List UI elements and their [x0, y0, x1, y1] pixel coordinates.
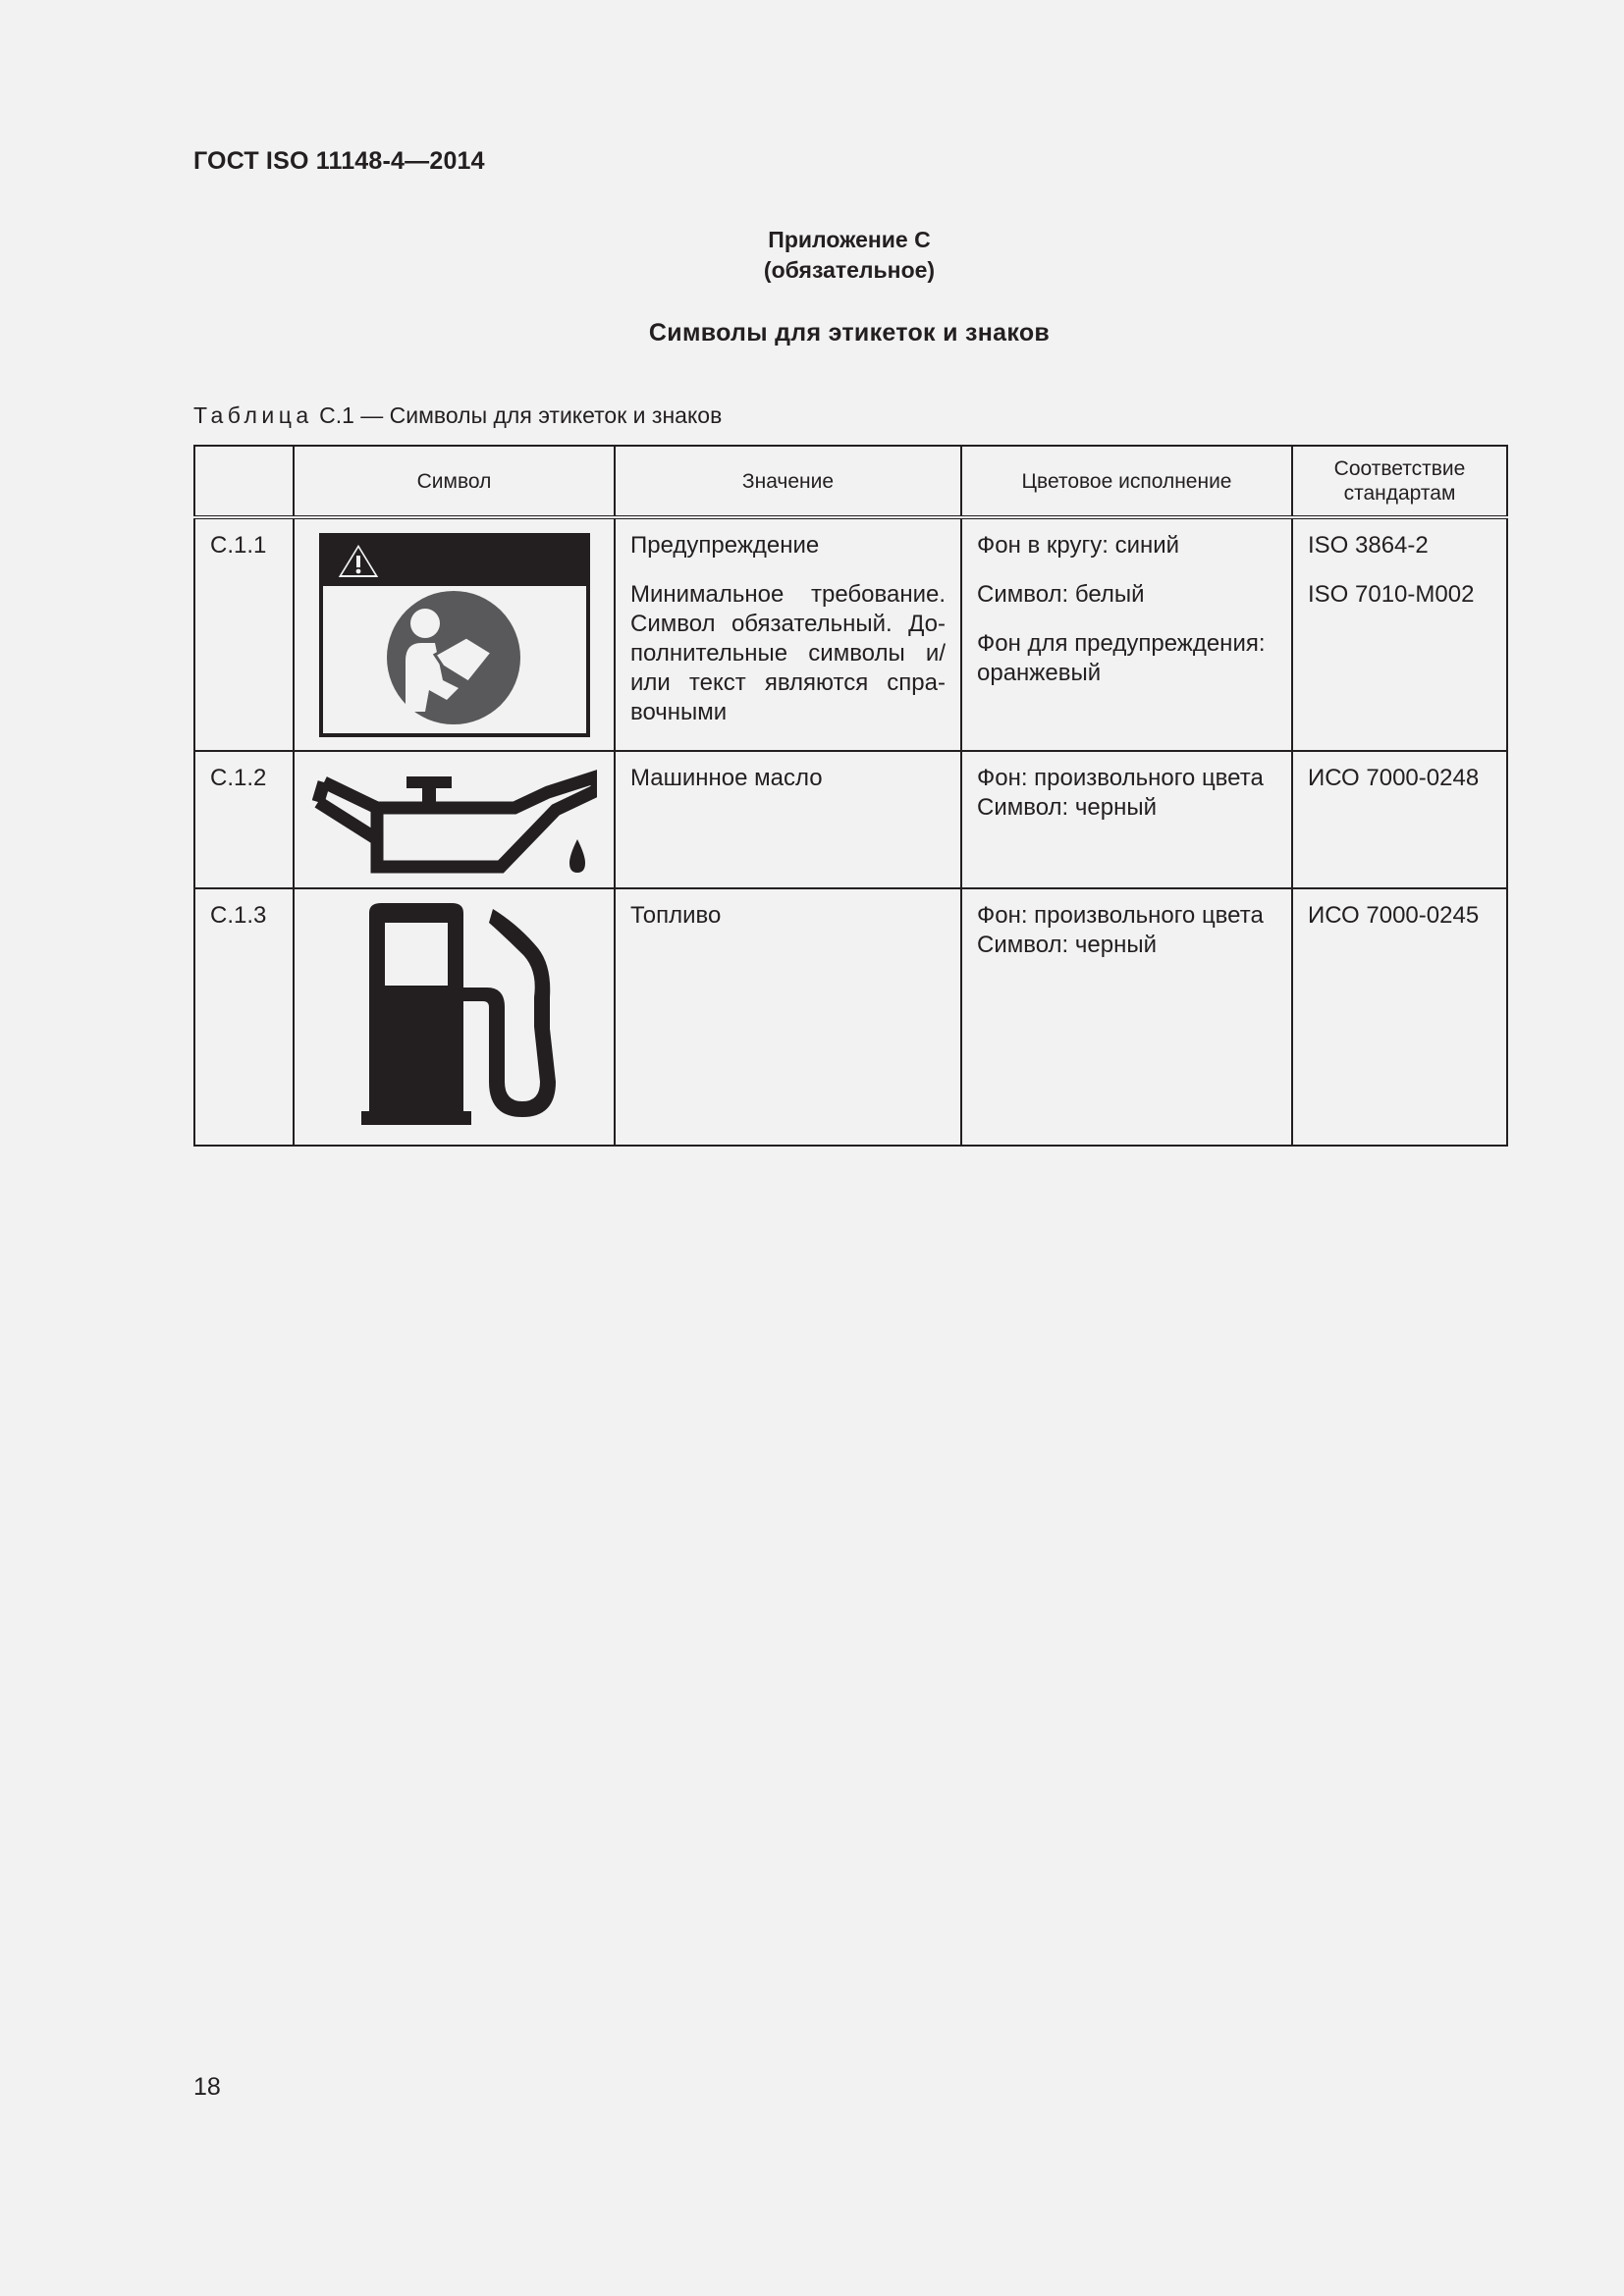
header-meaning: Значение [615, 446, 961, 517]
row-id: С.1.2 [194, 751, 294, 888]
standard-ref: ИСО 7000-0245 [1308, 902, 1480, 929]
color-text: Фон для предупреждения: оранжевый [977, 630, 1266, 686]
header-id [194, 446, 294, 517]
table-caption-prefix: Таблица [193, 402, 313, 428]
meaning-cell [615, 751, 961, 888]
meaning-text: Предупреждение [630, 532, 820, 559]
symbol-cell [294, 517, 615, 751]
table-caption [193, 402, 722, 429]
row-id: С.1.1 [194, 517, 294, 751]
color-text: Фон: произвольного цвета [977, 902, 1264, 929]
symbol-cell [294, 751, 615, 888]
section-title: Символы для этикеток и знаков [648, 319, 1051, 347]
table-row [194, 888, 1507, 1146]
color-text: Фон: произвольного цвета [977, 765, 1264, 791]
standards-cell [1292, 888, 1507, 1146]
read-manual-warning-icon [319, 533, 590, 737]
standard-ref: ISO 7010-M002 [1308, 581, 1475, 608]
annex-title: Приложение С [768, 227, 931, 252]
header-standards: Соответствие стандартам [1292, 446, 1507, 517]
table-row [194, 751, 1507, 888]
meaning-text: Машинное масло [630, 765, 823, 791]
symbol-cell [294, 888, 615, 1146]
meaning-note: Минимальное требование. Символ обязательный. Дополнительные символы и/или текст являются справочными [630, 581, 946, 725]
meaning-text: Топливо [630, 902, 722, 929]
standard-ref: ISO 3864-2 [1308, 532, 1429, 559]
oil-can-icon [312, 761, 597, 879]
color-text: Фон в кругу: синий [977, 532, 1180, 559]
color-text: Символ: белый [977, 581, 1145, 608]
meaning-cell [615, 888, 961, 1146]
color-cell [961, 888, 1292, 1146]
symbols-table [193, 445, 1508, 1147]
table-header-row [194, 446, 1507, 517]
page-number: 18 [193, 2073, 221, 2101]
standard-ref: ИСО 7000-0248 [1308, 765, 1480, 791]
header-symbol: Символ [294, 446, 615, 517]
color-text: Символ: черный [977, 794, 1157, 821]
color-cell [961, 751, 1292, 888]
meaning-cell [615, 517, 961, 751]
table-row [194, 517, 1507, 751]
annex-status: (обязательное) [763, 257, 936, 283]
annex-heading [0, 225, 1624, 286]
row-id: С.1.3 [194, 888, 294, 1146]
color-cell [961, 517, 1292, 751]
standards-cell [1292, 751, 1507, 888]
fuel-pump-icon [342, 899, 568, 1135]
header-color: Цветовое исполнение [961, 446, 1292, 517]
document-code: ГОСТ ISO 11148-4—2014 [193, 147, 485, 175]
table-caption-text: С.1 — Символы для этикеток и знаков [312, 402, 723, 428]
standards-cell [1292, 517, 1507, 751]
color-text: Символ: черный [977, 932, 1157, 958]
